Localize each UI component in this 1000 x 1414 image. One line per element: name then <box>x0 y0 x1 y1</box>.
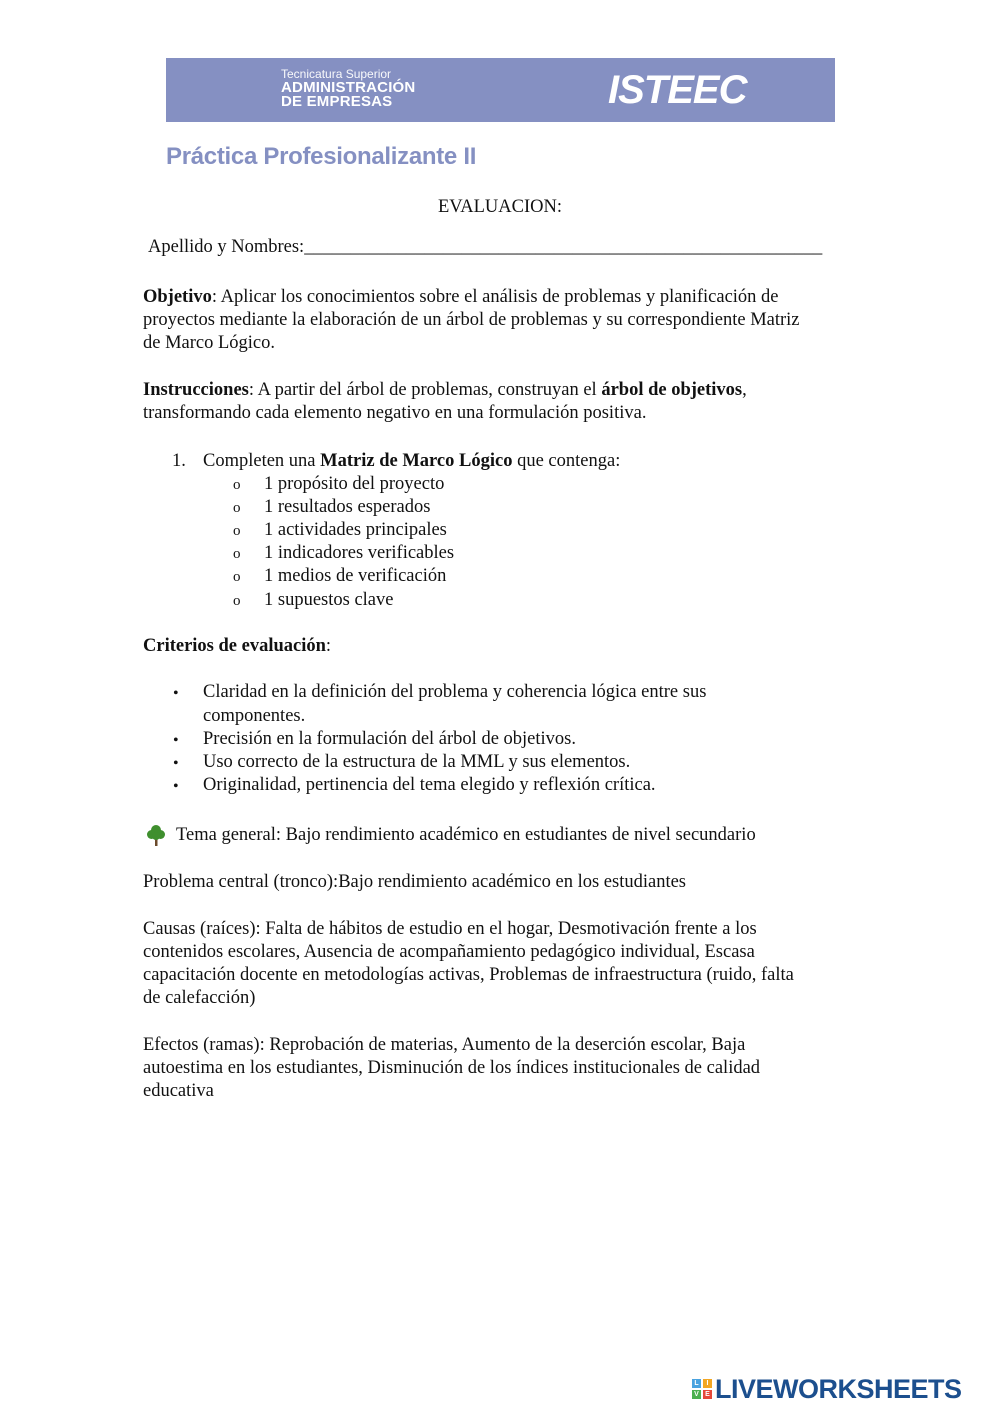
causes-line-3: capacitación docente en metodologías activas, Problemas de infraestructura (ruido, falta <box>143 965 794 985</box>
sub-item-marker: o <box>233 477 241 493</box>
page-title: Práctica Profesionalizante II <box>166 143 477 170</box>
objective-line-1: Objetivo: Aplicar los conocimientos sobre el análisis de problemas y planificación de <box>143 287 779 307</box>
causes-line-4: de calefacción) <box>143 988 256 1008</box>
sub-item-marker: o <box>233 569 241 585</box>
causes-line-2: contenidos escolares, Ausencia de acompañamiento pedagógico individual, Escasa <box>143 942 755 962</box>
logo-grid-icon <box>692 1379 712 1399</box>
name-field-blank[interactable]: ________________________________________________________ <box>304 237 823 257</box>
instructions-line-1: Instrucciones: A partir del árbol de problemas, construyan el árbol de objetivos, <box>143 380 747 400</box>
criteria-item-continued: componentes. <box>203 706 306 726</box>
bullet-marker: • <box>173 732 179 749</box>
liveworksheets-logo <box>692 1375 962 1403</box>
sub-item-marker: o <box>233 546 241 562</box>
logo-grid-cell: I <box>703 1379 712 1388</box>
general-theme: Tema general: Bajo rendimiento académico en estudiantes de nivel secundario <box>176 825 756 845</box>
logo-grid-cell: V <box>692 1390 701 1399</box>
objective-label: Objetivo <box>143 287 212 307</box>
bullet-marker: • <box>173 778 179 795</box>
bullet-marker: • <box>173 685 179 702</box>
evaluation-heading: EVALUACION: <box>437 197 563 217</box>
program-title-line2: DE EMPRESAS <box>281 93 393 110</box>
objective-line-2: proyectos mediante la elaboración de un árbol de problemas y su correspondiente Matriz <box>143 310 800 330</box>
sub-item: 1 actividades principales <box>264 520 447 540</box>
program-subtitle: Tecnicatura Superior <box>281 67 392 81</box>
sub-item-marker: o <box>233 500 241 516</box>
sub-item: 1 resultados esperados <box>264 497 431 517</box>
criteria-heading: Criterios de evaluación: <box>143 636 332 656</box>
causes-line-1: Causas (raíces): Falta de hábitos de estudio en el hogar, Desmotivación frente a los <box>143 919 757 939</box>
bullet-marker: • <box>173 755 179 772</box>
objective-line-3: de Marco Lógico. <box>143 333 276 353</box>
logo-grid-cell: L <box>692 1379 701 1388</box>
program-title-line1: ADMINISTRACIÓN <box>281 79 416 96</box>
tree-icon <box>145 824 167 846</box>
sub-item: 1 indicadores verificables <box>264 543 455 563</box>
central-problem: Problema central (tronco):Bajo rendimiento académico en los estudiantes <box>143 872 686 892</box>
sub-item: 1 medios de verificación <box>264 566 447 586</box>
sub-item-marker: o <box>233 593 241 609</box>
criteria-item: Originalidad, pertinencia del tema elegido y reflexión crítica. <box>203 775 656 795</box>
numbered-item-text: Completen una Matriz de Marco Lógico que contenga: <box>203 451 621 471</box>
list-number: 1. <box>172 451 186 471</box>
effects-line-2: autoestima en los estudiantes, Disminución de los índices institucionales de calidad <box>143 1058 761 1078</box>
sub-item: 1 supuestos clave <box>264 590 394 610</box>
header-banner <box>166 58 835 122</box>
institution-logo: ISTEEC <box>608 68 747 112</box>
instructions-line-2: transformando cada elemento negativo en una formulación positiva. <box>143 403 647 423</box>
logo-text: LIVEWORKSHEETS <box>715 1373 962 1404</box>
name-field <box>148 236 822 259</box>
name-field-label: Apellido y Nombres: <box>148 237 305 257</box>
sub-item: 1 propósito del proyecto <box>264 474 445 494</box>
instructions-label: Instrucciones <box>143 380 249 400</box>
criteria-item: Uso correcto de la estructura de la MML y sus elementos. <box>203 752 631 772</box>
criteria-item: Claridad en la definición del problema y coherencia lógica entre sus <box>203 682 707 702</box>
sub-item-marker: o <box>233 523 241 539</box>
effects-line-1: Efectos (ramas): Reprobación de materias, Aumento de la deserción escolar, Baja <box>143 1035 746 1055</box>
effects-line-3: educativa <box>143 1081 214 1101</box>
criteria-item: Precisión en la formulación del árbol de objetivos. <box>203 729 576 749</box>
logo-grid-cell: E <box>703 1390 712 1399</box>
